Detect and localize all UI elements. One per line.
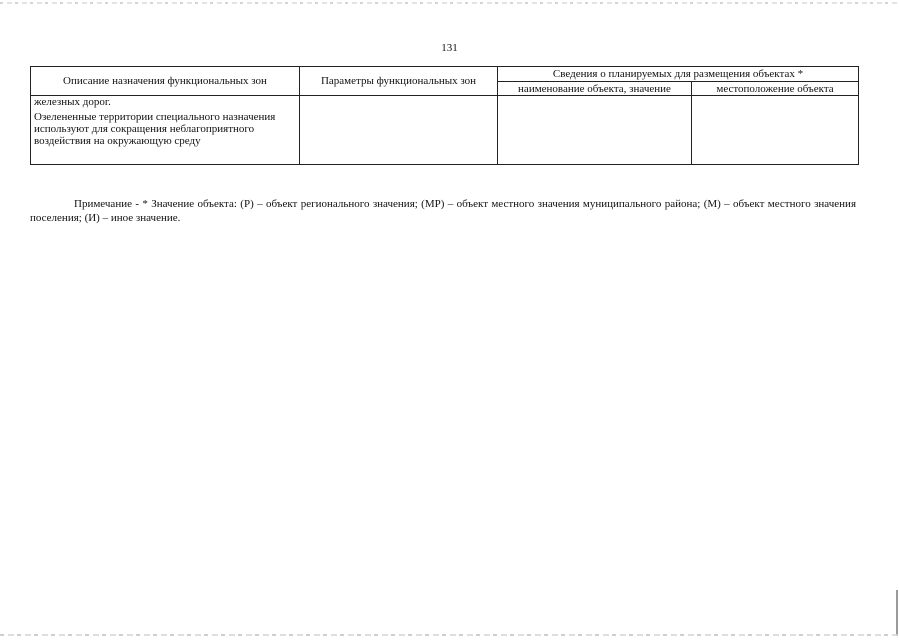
scan-edge-right (896, 590, 898, 636)
footnote: Примечание - * Значение объекта: (Р) – объект регионального значения; (МР) – объект местного значения муниципального района; (М) – объект местного значения поселения; (И) – иное значение. (30, 198, 856, 224)
header-planned-objects: Сведения о планируемых для размещения объектах * (498, 67, 859, 82)
cell-description (31, 96, 300, 165)
table-row (31, 96, 859, 165)
description-continuation: железных дорог. (34, 96, 111, 108)
cell-object-location (692, 96, 859, 165)
header-description: Описание назначения функциональных зон (31, 67, 300, 96)
scan-edge-bottom (0, 634, 899, 636)
table-header-row (31, 67, 859, 82)
header-object-location: местоположение объекта (692, 82, 859, 96)
scan-edge-top (0, 2, 899, 4)
description-paragraph: Озелененные территории специального назначения используют для сокращения неблагоприятного воздействия на окружающую среду (34, 111, 276, 147)
header-object-name: наименование объекта, значение (498, 82, 692, 96)
functional-zones-table (30, 66, 859, 165)
header-parameters: Параметры функциональных зон (300, 67, 498, 96)
cell-parameters (300, 96, 498, 165)
page-number: 131 (441, 42, 458, 54)
cell-object-name (498, 96, 692, 165)
